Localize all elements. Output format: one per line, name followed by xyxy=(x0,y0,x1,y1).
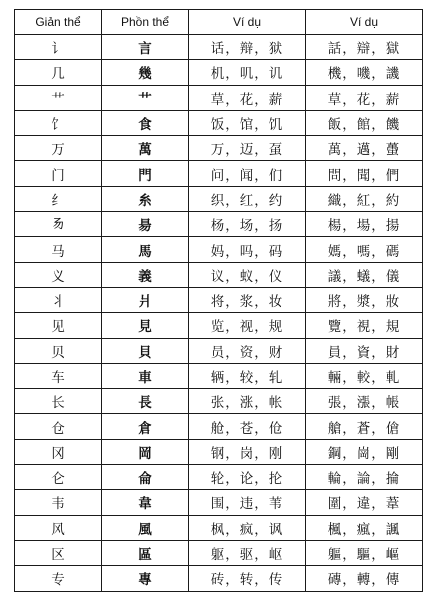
simplified-examples-cell: 轮，论，抡 xyxy=(189,465,306,490)
table-row xyxy=(15,85,423,110)
traditional-examples-cell: 問，聞，們 xyxy=(306,161,423,186)
traditional-radical-cell: 爿 xyxy=(102,287,189,312)
simplified-radical-cell: 艹 xyxy=(15,85,102,110)
simplified-radical-cell: 区 xyxy=(15,540,102,565)
table-body xyxy=(15,35,423,592)
traditional-examples-cell: 艙，蒼，傖 xyxy=(306,414,423,439)
traditional-radical-cell: 車 xyxy=(102,363,189,388)
simplified-radical-cell: 见 xyxy=(15,313,102,338)
traditional-examples-cell: 飯，館，饑 xyxy=(306,110,423,135)
simplified-examples-cell: 躯，驱，岖 xyxy=(189,540,306,565)
traditional-examples-cell: 輛，較，軋 xyxy=(306,363,423,388)
table-row xyxy=(15,414,423,439)
traditional-examples-cell: 磚，轉，傳 xyxy=(306,566,423,591)
simplified-examples-cell: 问，闻，们 xyxy=(189,161,306,186)
simplified-radical-cell: 仓 xyxy=(15,414,102,439)
table-row xyxy=(15,338,423,363)
traditional-radical-cell: 義 xyxy=(102,262,189,287)
simplified-examples-cell: 览，视，规 xyxy=(189,313,306,338)
simplified-examples-cell: 杨，场，扬 xyxy=(189,212,306,237)
simplified-examples-cell: 话，辩，狱 xyxy=(189,35,306,60)
traditional-radical-cell: 倉 xyxy=(102,414,189,439)
simplified-examples-cell: 机，叽，讥 xyxy=(189,60,306,85)
table-row xyxy=(15,60,423,85)
traditional-examples-cell: 機，嘰，譏 xyxy=(306,60,423,85)
simplified-radical-cell: 韦 xyxy=(15,490,102,515)
character-comparison-table xyxy=(14,9,423,592)
traditional-examples-cell: 輪，論，掄 xyxy=(306,465,423,490)
simplified-examples-cell: 饭，馆，饥 xyxy=(189,110,306,135)
simplified-radical-cell: 冈 xyxy=(15,439,102,464)
traditional-examples-cell: 將，漿，妝 xyxy=(306,287,423,312)
traditional-radical-cell: 韋 xyxy=(102,490,189,515)
traditional-radical-cell: 門 xyxy=(102,161,189,186)
table-row xyxy=(15,515,423,540)
table-row xyxy=(15,237,423,262)
simplified-examples-cell: 枫，疯，讽 xyxy=(189,515,306,540)
simplified-examples-cell: 舱，苍，伧 xyxy=(189,414,306,439)
simplified-examples-cell: 草，花，薪 xyxy=(189,85,306,110)
traditional-radical-cell: 專 xyxy=(102,566,189,591)
table-row xyxy=(15,262,423,287)
traditional-examples-cell: 楊，場，揚 xyxy=(306,212,423,237)
table-row xyxy=(15,540,423,565)
table-row xyxy=(15,212,423,237)
traditional-examples-cell: 圍，違，葦 xyxy=(306,490,423,515)
simplified-radical-cell: 讠 xyxy=(15,35,102,60)
simplified-radical-cell: 义 xyxy=(15,262,102,287)
table-row xyxy=(15,161,423,186)
simplified-examples-cell: 钢，岗，刚 xyxy=(189,439,306,464)
traditional-radical-cell: 侖 xyxy=(102,465,189,490)
table-row xyxy=(15,490,423,515)
traditional-radical-cell: 區 xyxy=(102,540,189,565)
traditional-examples-cell: 織，紅，約 xyxy=(306,186,423,211)
simplified-radical-cell: 纟 xyxy=(15,186,102,211)
simplified-examples-cell: 妈，吗，码 xyxy=(189,237,306,262)
traditional-radical-cell: 長 xyxy=(102,389,189,414)
traditional-examples-cell: 萬，邁，蠆 xyxy=(306,136,423,161)
traditional-examples-cell: 楓，瘋，諷 xyxy=(306,515,423,540)
simplified-radical-cell: 风 xyxy=(15,515,102,540)
table-row xyxy=(15,566,423,591)
traditional-radical-cell: 貝 xyxy=(102,338,189,363)
simplified-examples-cell: 砖，转，传 xyxy=(189,566,306,591)
traditional-radical-cell: 昜 xyxy=(102,212,189,237)
simplified-radical-cell: 贝 xyxy=(15,338,102,363)
traditional-radical-cell: 幾 xyxy=(102,60,189,85)
table-row xyxy=(15,465,423,490)
simplified-radical-cell: 𠃓 xyxy=(15,212,102,237)
traditional-examples-cell: 草，花，薪 xyxy=(306,85,423,110)
traditional-examples-cell: 張，漲，帳 xyxy=(306,389,423,414)
traditional-examples-cell: 議，蟻，儀 xyxy=(306,262,423,287)
table-row xyxy=(15,136,423,161)
simplified-radical-cell: 门 xyxy=(15,161,102,186)
simplified-radical-cell: 仑 xyxy=(15,465,102,490)
traditional-radical-cell: 言 xyxy=(102,35,189,60)
table-row xyxy=(15,363,423,388)
header-simplified: Giản thể xyxy=(15,10,102,35)
table-row xyxy=(15,110,423,135)
simplified-examples-cell: 围，违，苇 xyxy=(189,490,306,515)
traditional-radical-cell: 岡 xyxy=(102,439,189,464)
header-example-traditional: Ví dụ xyxy=(306,10,423,35)
simplified-radical-cell: 长 xyxy=(15,389,102,414)
traditional-examples-cell: 員，資，財 xyxy=(306,338,423,363)
header-traditional: Phồn thể xyxy=(102,10,189,35)
traditional-examples-cell: 軀，驅，嶇 xyxy=(306,540,423,565)
traditional-examples-cell: 話，辯，獄 xyxy=(306,35,423,60)
traditional-examples-cell: 覽，視，規 xyxy=(306,313,423,338)
header-example-simplified: Ví dụ xyxy=(189,10,306,35)
simplified-radical-cell: 万 xyxy=(15,136,102,161)
traditional-radical-cell: 萬 xyxy=(102,136,189,161)
simplified-radical-cell: 几 xyxy=(15,60,102,85)
simplified-radical-cell: 车 xyxy=(15,363,102,388)
traditional-radical-cell: 見 xyxy=(102,313,189,338)
simplified-radical-cell: 马 xyxy=(15,237,102,262)
simplified-examples-cell: 议，蚁，仪 xyxy=(189,262,306,287)
traditional-examples-cell: 媽，嗎，碼 xyxy=(306,237,423,262)
traditional-radical-cell: 艹 xyxy=(102,85,189,110)
traditional-examples-cell: 鋼，崗，剛 xyxy=(306,439,423,464)
simplified-radical-cell: 饣 xyxy=(15,110,102,135)
table-row xyxy=(15,186,423,211)
table-row xyxy=(15,287,423,312)
traditional-radical-cell: 糸 xyxy=(102,186,189,211)
table-row xyxy=(15,439,423,464)
traditional-radical-cell: 食 xyxy=(102,110,189,135)
table-row xyxy=(15,35,423,60)
simplified-radical-cell: 丬 xyxy=(15,287,102,312)
traditional-radical-cell: 風 xyxy=(102,515,189,540)
simplified-examples-cell: 万，迈，虿 xyxy=(189,136,306,161)
simplified-examples-cell: 辆，较，轧 xyxy=(189,363,306,388)
simplified-examples-cell: 将，浆，妆 xyxy=(189,287,306,312)
simplified-radical-cell: 专 xyxy=(15,566,102,591)
table-row xyxy=(15,313,423,338)
simplified-examples-cell: 员，资，财 xyxy=(189,338,306,363)
simplified-examples-cell: 张，涨，帐 xyxy=(189,389,306,414)
table-header xyxy=(15,10,423,35)
traditional-radical-cell: 馬 xyxy=(102,237,189,262)
header-row xyxy=(15,10,423,35)
table-row xyxy=(15,389,423,414)
simplified-examples-cell: 织，红，约 xyxy=(189,186,306,211)
